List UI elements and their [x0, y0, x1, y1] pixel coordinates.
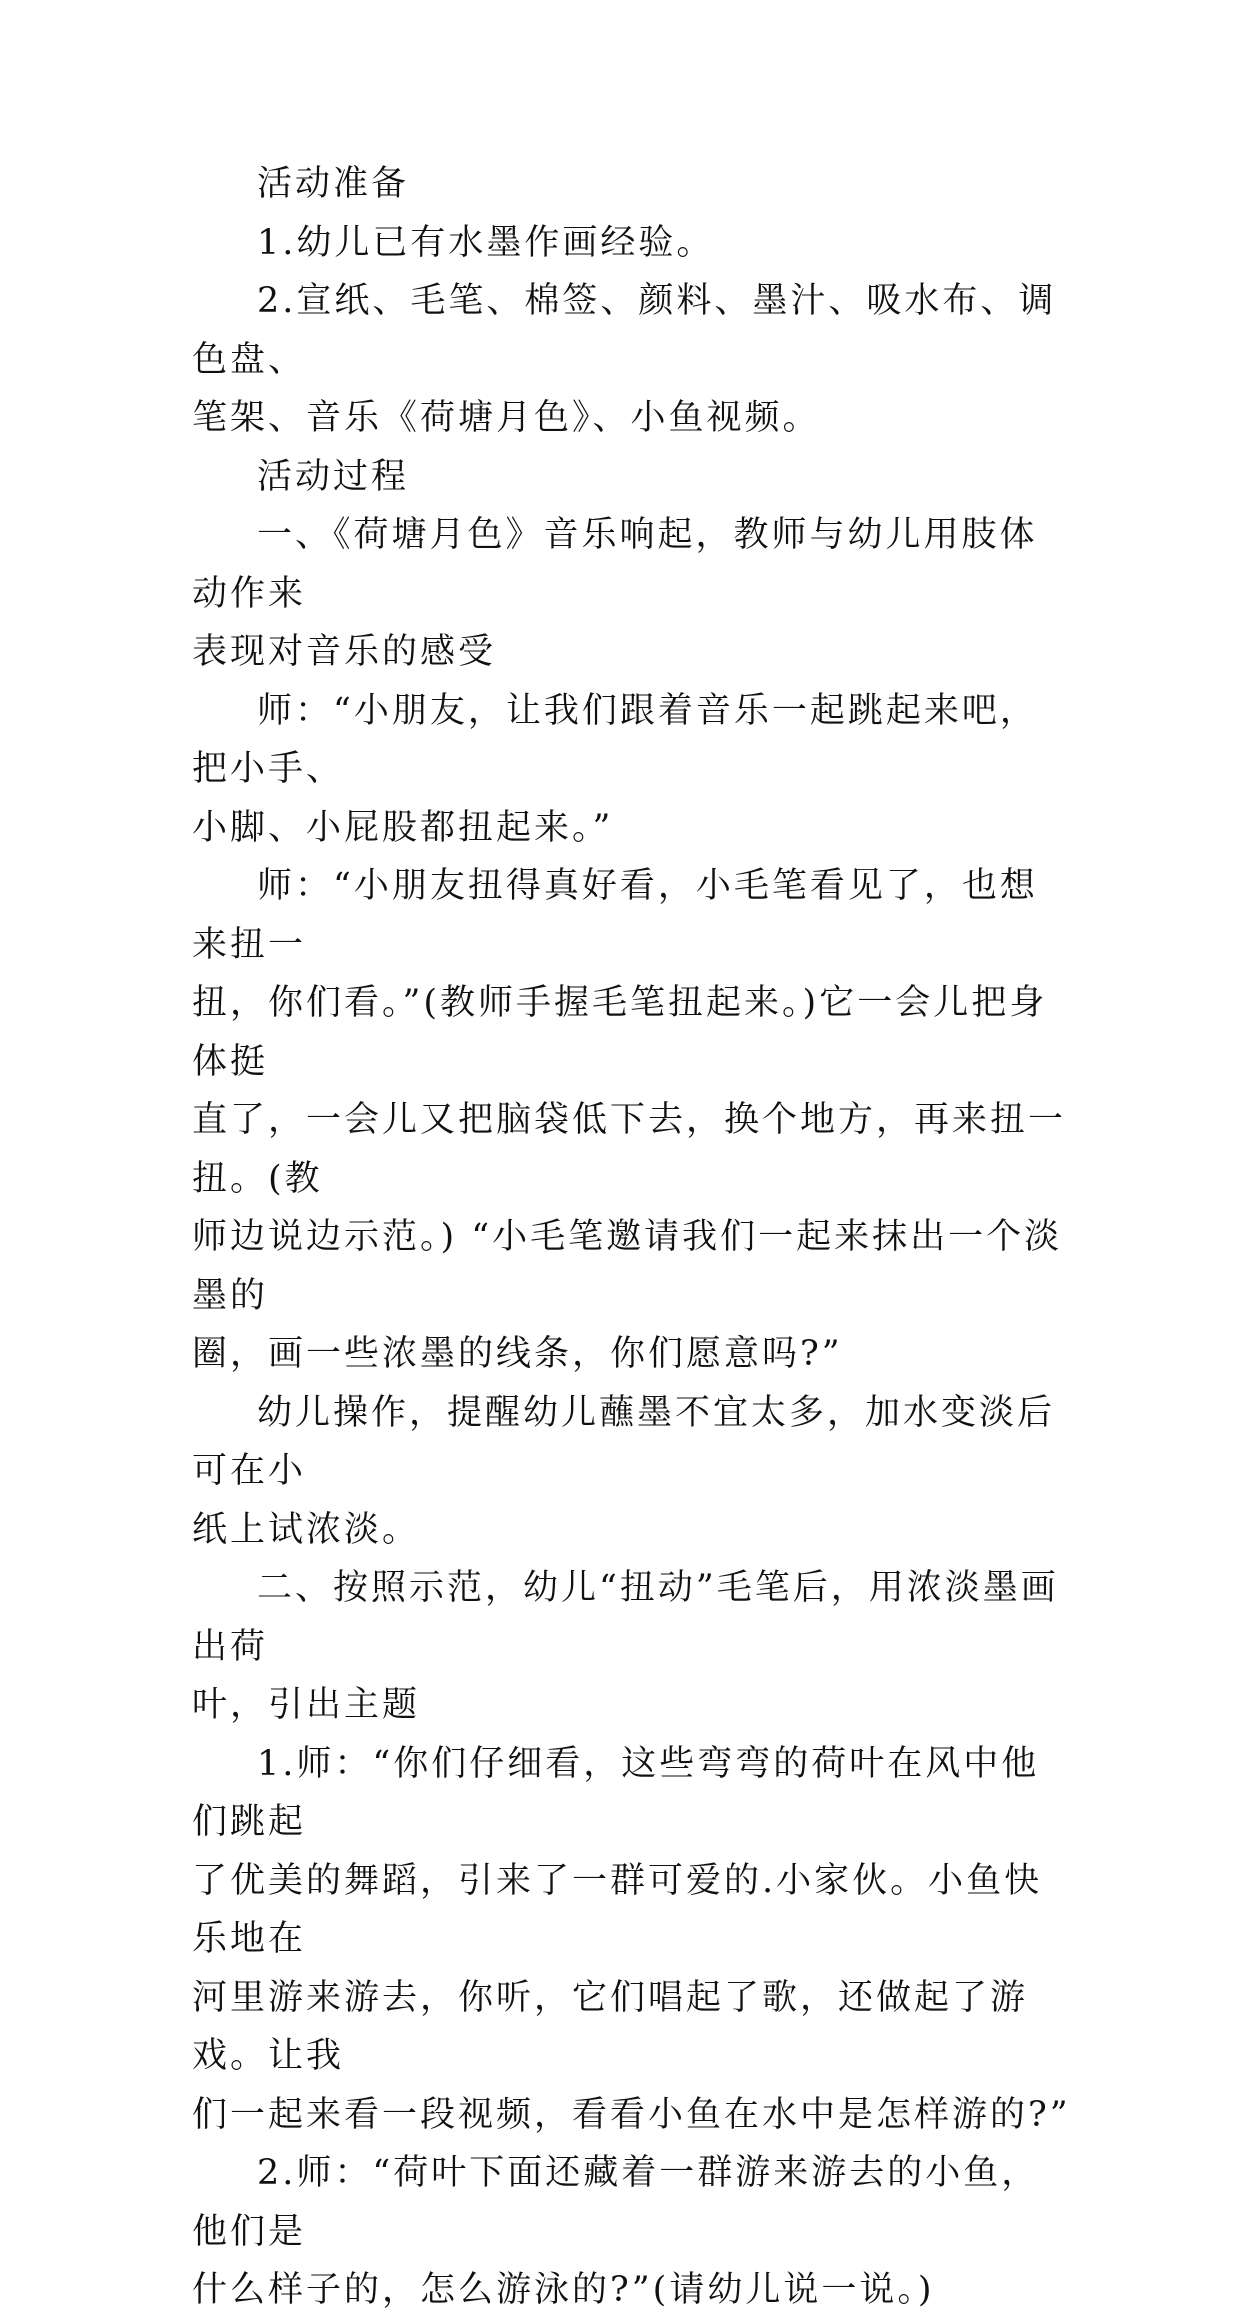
text-line: 师：“小朋友扭得真好看，小毛笔看见了，也想来扭一 — [192, 866, 1038, 965]
text-line: 一、《荷塘月色》音乐响起，教师与幼儿用肢体动作来 — [192, 515, 1038, 614]
document-body — [192, 155, 1072, 2320]
text-line: 纸上试浓淡。 — [192, 1509, 421, 1550]
text-line: 1.师：“你们仔细看，这些弯弯的荷叶在风中他们跳起 — [192, 1743, 1040, 1842]
text-line: 师：“小朋友，让我们跟着音乐一起跳起来吧，把小手、 — [192, 690, 1038, 789]
text-line: 了优美的舞蹈，引来了一群可爱的.小家伙。小鱼快乐地在 — [192, 1860, 1043, 1959]
text-line: 直了，一会儿又把脑袋低下去，换个地方，再来扭一扭。(教 — [192, 1100, 1067, 1199]
text-line: 扭，你们看。”(教师手握毛笔扭起来。)它一会儿把身体挺 — [192, 983, 1048, 1082]
text-line: 师边说边示范。) “小毛笔邀请我们一起来抹出一个淡墨的 — [192, 1217, 1063, 1316]
text-line: 2.宣纸、毛笔、棉签、颜料、墨汁、吸水布、调色盘、 — [192, 281, 1057, 380]
text-line: 河里游来游去，你听，它们唱起了歌，还做起了游戏。让我 — [192, 1977, 1029, 2076]
section-heading-preparation: 活动准备 — [257, 164, 410, 204]
text-line: 什么样子的，怎么游泳的?”(请幼儿说一说。) — [192, 2270, 935, 2310]
text-line: 叶，引出主题 — [192, 1685, 421, 1725]
text-line: 小脚、小屁股都扭起来。” — [192, 807, 614, 848]
text-line: 笔架、音乐《荷塘月色》、小鱼视频。 — [192, 398, 821, 438]
section-heading-process: 活动过程 — [257, 456, 410, 497]
text-line: 圈，画一些浓墨的线条，你们愿意吗?” — [192, 1334, 843, 1374]
text-line: 表现对音乐的感受 — [192, 632, 497, 672]
text-line: 们一起来看一段视频，看看小鱼在水中是怎样游的?” — [192, 2094, 1071, 2135]
text-line: 幼儿操作，提醒幼儿蘸墨不宜太多，加水变淡后可在小 — [192, 1392, 1056, 1491]
text-line: 1.幼儿已有水墨作画经验。 — [257, 222, 715, 263]
text-line: 2.师：“荷叶下面还藏着一群游来游去的小鱼，他们是 — [192, 2153, 1040, 2252]
text-line: 二、按照示范，幼儿“扭动”毛笔后，用浓淡墨画出荷 — [192, 1568, 1059, 1667]
